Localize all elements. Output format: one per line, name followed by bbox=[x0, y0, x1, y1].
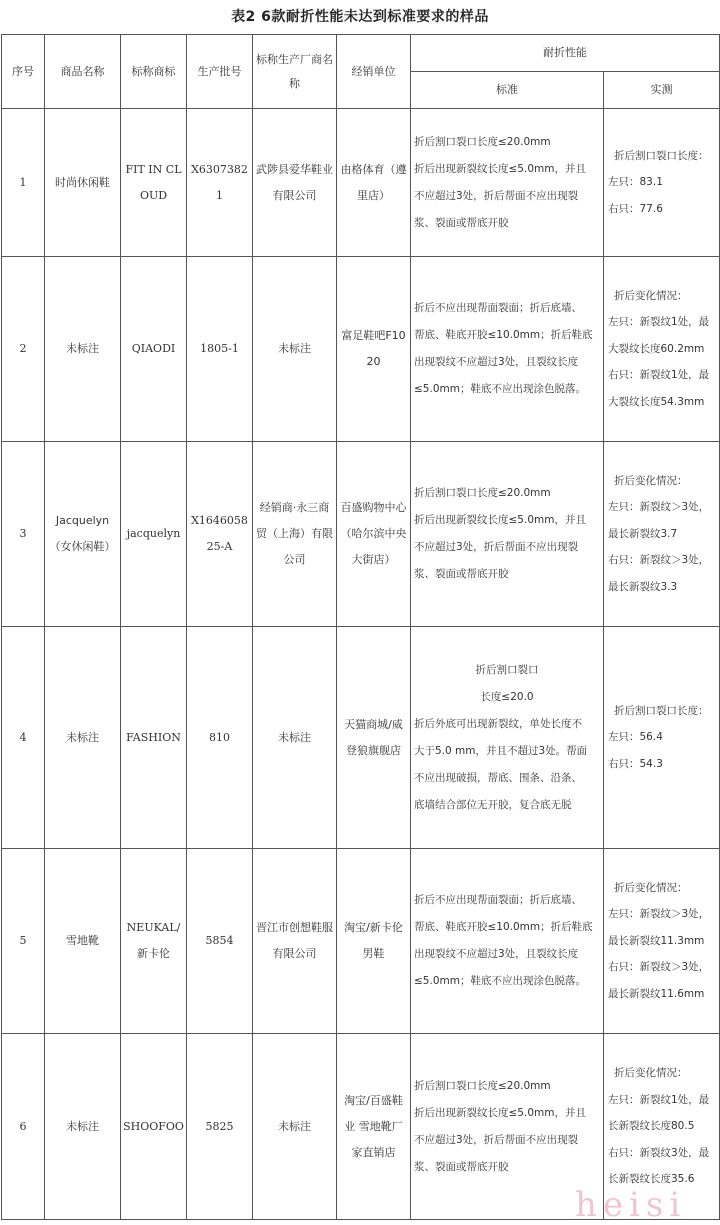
header-manufacturer: 标称生产厂商名称 bbox=[253, 35, 337, 109]
standard-line: 帮底、鞋底开胶≤10.0mm；折后鞋底 bbox=[414, 921, 593, 933]
cell-product-name: 雪地靴 bbox=[45, 849, 121, 1034]
measured-line: 左只：新裂纹1处，最 bbox=[608, 1093, 710, 1106]
standard-line: 出现裂纹不应超过3处，且裂纹长度 bbox=[414, 356, 579, 368]
cell-measured bbox=[604, 109, 720, 257]
standard-line: 折后割口裂口长度≤20.0mm bbox=[414, 1079, 551, 1092]
measured-line: 最长新裂纹3.7 bbox=[608, 527, 678, 540]
cell-product-name: 未标注 bbox=[45, 1034, 121, 1220]
cell-standard bbox=[411, 627, 604, 849]
measured-line: 长新裂纹长度80.5 bbox=[608, 1120, 695, 1133]
measured-line: 折后割口裂口长度： bbox=[614, 149, 709, 162]
watermark: heisi bbox=[575, 1185, 687, 1225]
cell-seq: 3 bbox=[2, 442, 45, 627]
cell-seq: 5 bbox=[2, 849, 45, 1034]
cell-product-name: 时尚休闲鞋 bbox=[45, 109, 121, 257]
cell-batch: 810 bbox=[187, 627, 253, 849]
measured-line: 最长新裂纹11.6mm bbox=[608, 987, 705, 1000]
table-row bbox=[2, 627, 720, 849]
cell-manufacturer: 未标注 bbox=[253, 257, 337, 442]
cell-seq: 1 bbox=[2, 109, 45, 257]
cell-manufacturer: 经销商·永三商贸（上海）有限公司 bbox=[253, 442, 337, 627]
cell-standard bbox=[411, 442, 604, 627]
cell-brand: SHOOFOO bbox=[121, 1034, 187, 1220]
cell-brand: jacquelyn bbox=[121, 442, 187, 627]
header-seq: 序号 bbox=[2, 35, 45, 109]
standard-line: 折后出现新裂纹长度≤5.0mm，并且 bbox=[414, 1106, 586, 1119]
header-product-name: 商品名称 bbox=[45, 35, 121, 109]
cell-manufacturer: 晋江市创想鞋服有限公司 bbox=[253, 849, 337, 1034]
cell-dealer: 天猫商城/威登狼旗舰店 bbox=[337, 627, 411, 849]
cell-measured bbox=[604, 627, 720, 849]
measured-line: 折后变化情况： bbox=[614, 881, 688, 894]
standard-line: 不应超过3处，折后帮面不应出现裂 bbox=[414, 1133, 579, 1146]
standard-line: 不应超过3处，折后帮面不应出现裂 bbox=[414, 189, 579, 202]
cell-brand: FIT IN CLOUD bbox=[121, 109, 187, 257]
cell-dealer: 富足鞋吧F1020 bbox=[337, 257, 411, 442]
cell-batch: X63073821 bbox=[187, 109, 253, 257]
standard-line: 出现裂纹不应超过3处，且裂纹长度 bbox=[414, 948, 579, 960]
cell-batch: X164605825-A bbox=[187, 442, 253, 627]
measured-line: 右只：新裂纹＞3处， bbox=[608, 961, 710, 974]
header-batch: 生产批号 bbox=[187, 35, 253, 109]
standard-line: 折后不应出现帮面裂面；折后底墙、 bbox=[414, 302, 582, 314]
cell-measured bbox=[604, 849, 720, 1034]
measured-line: 左只：56.4 bbox=[608, 731, 663, 744]
cell-seq: 6 bbox=[2, 1034, 45, 1220]
cell-measured bbox=[604, 257, 720, 442]
measured-line: 右只：54.3 bbox=[608, 757, 663, 770]
standard-line: 浆、裂面或帮底开胶 bbox=[414, 568, 509, 580]
measured-line: 长新裂纹长度35.6 bbox=[608, 1173, 695, 1186]
header-brand: 标称商标 bbox=[121, 35, 187, 109]
cell-batch: 5854 bbox=[187, 849, 253, 1034]
table-row bbox=[2, 849, 720, 1034]
measured-line: 大裂纹长度60.2mm bbox=[608, 342, 705, 355]
standard-line: 折后不应出现帮面裂面；折后底墙、 bbox=[414, 894, 582, 906]
cell-product-name: Jacquelyn（女休闲鞋） bbox=[45, 442, 121, 627]
header-measured: 实测 bbox=[604, 72, 720, 109]
measured-line: 右只：新裂纹＞3处， bbox=[608, 554, 710, 567]
cell-product-name: 未标注 bbox=[45, 257, 121, 442]
table-row bbox=[2, 109, 720, 257]
measured-line: 右只：新裂纹1处，最 bbox=[608, 369, 710, 382]
cell-dealer: 百盛购物中心（哈尔滨中央大街店） bbox=[337, 442, 411, 627]
cell-seq: 4 bbox=[2, 627, 45, 849]
cell-manufacturer: 未标注 bbox=[253, 627, 337, 849]
standard-line: 折后外底可出现新裂纹，单处长度不 bbox=[414, 717, 582, 730]
table-row bbox=[2, 257, 720, 442]
cell-brand: QIAODI bbox=[121, 257, 187, 442]
standard-line: 不应出现破损，帮底、围条、沿条、 bbox=[414, 771, 582, 784]
cell-brand: NEUKAL/新卡伦 bbox=[121, 849, 187, 1034]
standard-line: ≤5.0mm；鞋底不应出现涂色脱落。 bbox=[414, 383, 586, 395]
cell-manufacturer: 武陟县爱华鞋业有限公司 bbox=[253, 109, 337, 257]
table-row bbox=[2, 442, 720, 627]
header-fold-performance: 耐折性能 bbox=[411, 35, 720, 72]
measured-line: 折后变化情况： bbox=[614, 474, 688, 487]
measured-line: 大裂纹长度54.3mm bbox=[608, 395, 705, 408]
header-dealer: 经销单位 bbox=[337, 35, 411, 109]
standard-line: 折后割口裂口 bbox=[475, 663, 539, 676]
cell-batch: 5825 bbox=[187, 1034, 253, 1220]
standard-line: 长度≤20.0 bbox=[480, 690, 534, 703]
cell-dealer: 淘宝/新卡伦男鞋 bbox=[337, 849, 411, 1034]
standard-line: 折后出现新裂纹长度≤5.0mm，并且 bbox=[414, 514, 586, 526]
standard-line: 浆、裂面或帮底开胶 bbox=[414, 1160, 509, 1173]
cell-product-name: 未标注 bbox=[45, 627, 121, 849]
failed-samples-table bbox=[1, 34, 720, 1220]
cell-dealer: 由格体育（遵里店） bbox=[337, 109, 411, 257]
measured-line: 最长新裂纹3.3 bbox=[608, 580, 678, 593]
measured-line: 左只：新裂纹＞3处， bbox=[608, 908, 710, 921]
cell-seq: 2 bbox=[2, 257, 45, 442]
standard-line: 折后割口裂口长度≤20.0mm bbox=[414, 487, 551, 499]
standard-line: 大于5.0 mm，并且不超过3处。帮面 bbox=[414, 744, 588, 757]
header-standard: 标准 bbox=[411, 72, 604, 109]
measured-line: 左只：新裂纹＞3处， bbox=[608, 501, 710, 514]
measured-line: 折后变化情况： bbox=[614, 1067, 688, 1080]
cell-standard bbox=[411, 109, 604, 257]
cell-standard bbox=[411, 257, 604, 442]
standard-line: 浆、裂面或帮底开胶 bbox=[414, 216, 509, 229]
measured-line: 折后割口裂口长度： bbox=[614, 704, 709, 717]
cell-dealer: 淘宝/百盛鞋业 雪地靴厂家直销店 bbox=[337, 1034, 411, 1220]
measured-line: 右只：新裂纹3处，最 bbox=[608, 1146, 710, 1159]
measured-line: 左只：83.1 bbox=[608, 176, 663, 189]
standard-line: ≤5.0mm；鞋底不应出现涂色脱落。 bbox=[414, 975, 586, 987]
standard-line: 折后出现新裂纹长度≤5.0mm，并且 bbox=[414, 162, 586, 175]
measured-line: 右只：77.6 bbox=[608, 202, 663, 215]
measured-line: 左只：新裂纹1处，最 bbox=[608, 316, 710, 329]
standard-line: 折后割口裂口长度≤20.0mm bbox=[414, 135, 551, 148]
standard-line: 不应超过3处，折后帮面不应出现裂 bbox=[414, 541, 579, 553]
cell-measured bbox=[604, 442, 720, 627]
cell-batch: 1805-1 bbox=[187, 257, 253, 442]
standard-line: 帮底、鞋底开胶≤10.0mm；折后鞋底 bbox=[414, 329, 593, 341]
cell-standard bbox=[411, 849, 604, 1034]
cell-brand: FASHION bbox=[121, 627, 187, 849]
measured-line: 折后变化情况： bbox=[614, 289, 688, 302]
measured-line: 最长新裂纹11.3mm bbox=[608, 934, 705, 947]
table-title: 表2 6款耐折性能未达到标准要求的样品 bbox=[231, 9, 489, 25]
standard-line: 底墙结合部位无开胶，复合底无脱 bbox=[414, 798, 572, 811]
cell-manufacturer: 未标注 bbox=[253, 1034, 337, 1220]
